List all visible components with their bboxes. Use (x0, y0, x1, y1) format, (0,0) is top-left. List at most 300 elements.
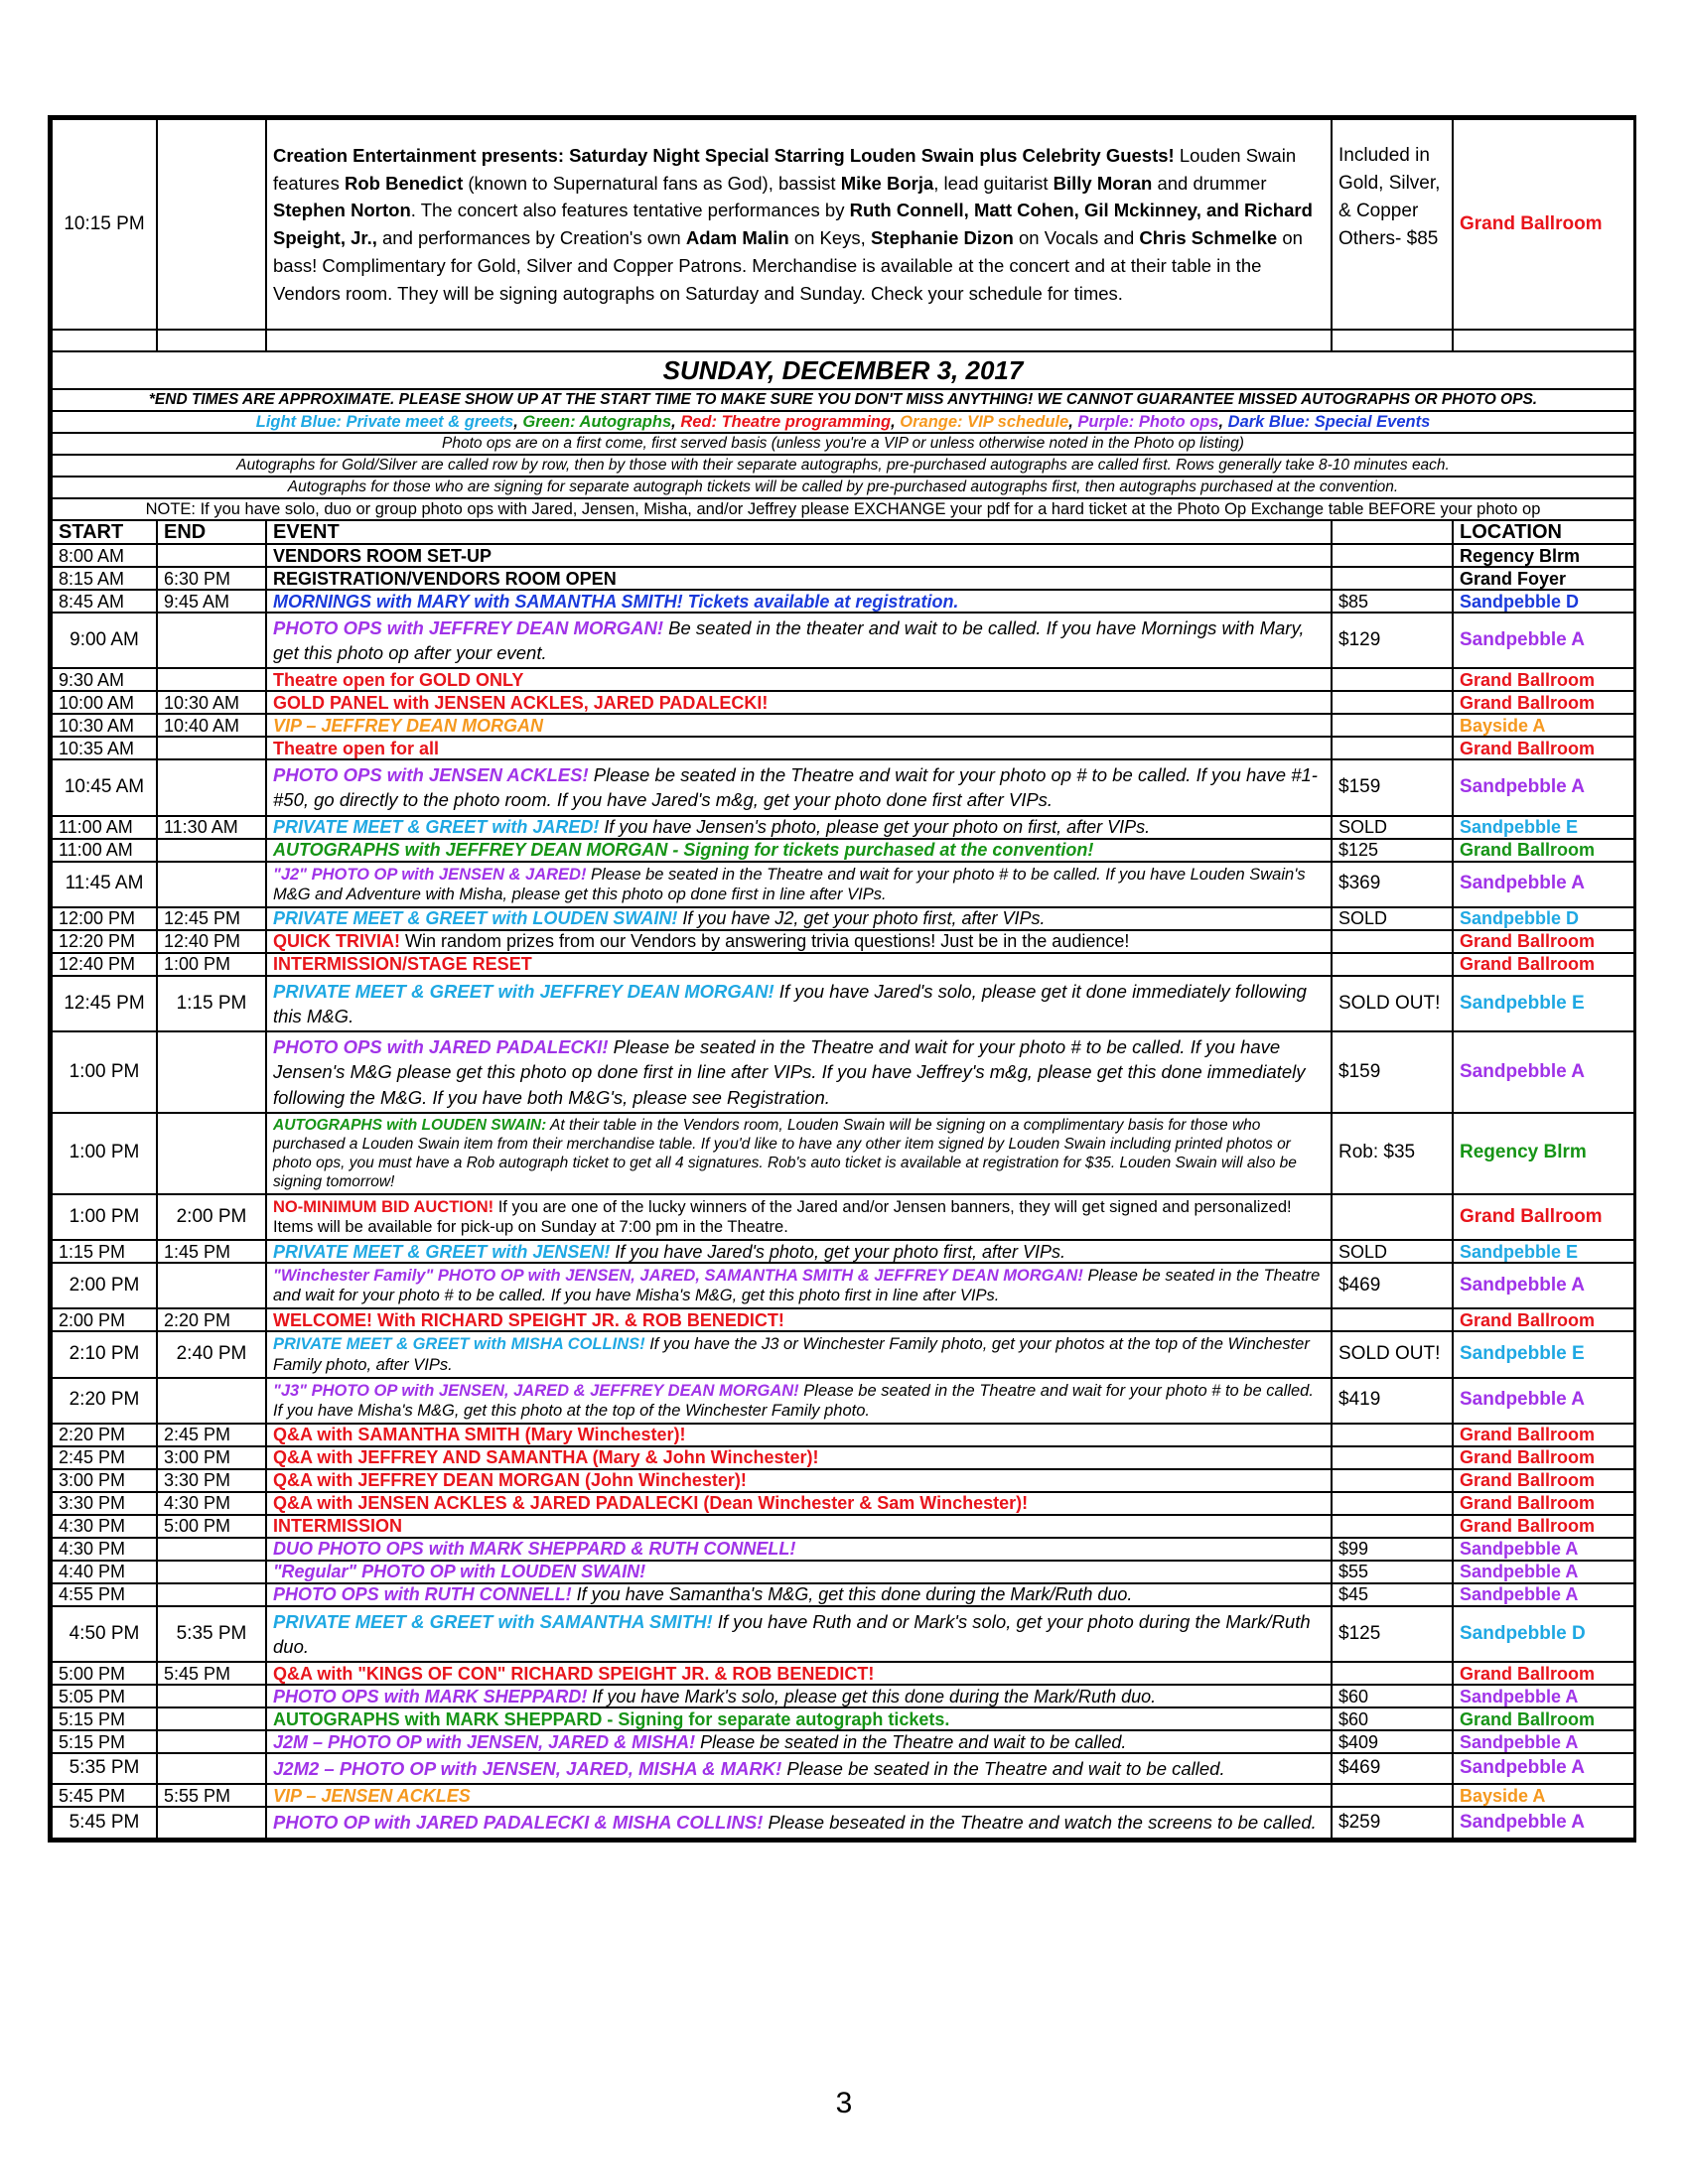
event-description (266, 613, 1332, 668)
event-description (266, 1662, 1332, 1685)
price: SOLD (1332, 1240, 1453, 1263)
schedule-row (52, 1606, 1634, 1662)
event-segment: PRIVATE MEET & GREET with JENSEN! (273, 1241, 611, 1262)
event-segment: Be seated in the theater and wait to be called. If you have Mornings with Mary, get this photo op after your event. (273, 617, 1305, 664)
event-segment: If you have the J3 or Winchester Family photo, get your photos at the top of the Winchester Family photo, after VIPs. (273, 1335, 1310, 1374)
schedule-row (52, 590, 1634, 613)
event-description (266, 1730, 1332, 1753)
intro-price: Included in Gold, Silver, & Copper Others- $85 (1332, 119, 1453, 330)
start-time: 12:20 PM (52, 930, 157, 953)
end-time: 2:45 PM (157, 1424, 266, 1446)
location: Grand Ballroom (1453, 1446, 1634, 1469)
start-time: 4:30 PM (52, 1515, 157, 1538)
event-segment: AUTOGRAPHS with MARK SHEPPARD - Signing for separate autograph tickets. (273, 1708, 950, 1729)
intro-event-segment: and performances by Creation's own (376, 227, 686, 248)
event-description (266, 1469, 1332, 1492)
location: Sandpebble A (1453, 1561, 1634, 1583)
schedule-row (52, 1515, 1634, 1538)
event-description (266, 1308, 1332, 1331)
start-time: 5:05 PM (52, 1685, 157, 1707)
intro-event-description (266, 119, 1332, 330)
intro-event-segment: . The concert also features tentative performances by (410, 200, 850, 221)
schedule-row (52, 1753, 1634, 1784)
intro-event-segment: on bass! Complimentary for Gold, Silver and Copper Patrons. Merchandise is available at the concert and at their table in the Vendors room. They will be signing autographs on Saturday and Sunday. Check your schedule for times. (273, 227, 1303, 304)
price (1332, 737, 1453, 759)
end-time: 11:30 AM (157, 816, 266, 839)
legend-entry: Red: Theatre programming (680, 413, 892, 431)
price: $99 (1332, 1538, 1453, 1561)
event-description (266, 1606, 1332, 1662)
schedule-row (52, 907, 1634, 930)
end-time (157, 1707, 266, 1730)
end-time (157, 1753, 266, 1784)
end-time (157, 759, 266, 815)
end-time (157, 1730, 266, 1753)
event-segment: Please be seated in the Theatre and wait to be called. (781, 1758, 1225, 1780)
note-row (52, 498, 1634, 520)
event-segment: VIP – JEFFREY DEAN MORGAN (273, 715, 544, 736)
end-time (157, 1031, 266, 1112)
price (1332, 691, 1453, 714)
event-segment: If you have Samantha's M&G, get this done during the Mark/Ruth duo. (571, 1584, 1133, 1605)
end-time: 1:00 PM (157, 953, 266, 976)
event-description (266, 1807, 1332, 1838)
location: Sandpebble E (1453, 1331, 1634, 1377)
schedule-row (52, 1378, 1634, 1424)
location: Sandpebble A (1453, 1583, 1634, 1606)
legend-entry: , (891, 413, 901, 431)
event-description (266, 1240, 1332, 1263)
info-row-1 (52, 433, 1634, 455)
event-segment: Please beseated in the Theatre and watch the screens to be called. (763, 1812, 1317, 1834)
start-time: 12:00 PM (52, 907, 157, 930)
location: Sandpebble D (1453, 907, 1634, 930)
price: $45 (1332, 1583, 1453, 1606)
location: Sandpebble E (1453, 1240, 1634, 1263)
header-end: END (157, 520, 266, 544)
intro-event-segment: and drummer (1152, 172, 1267, 194)
location: Regency Blrm (1453, 544, 1634, 567)
event-description (266, 839, 1332, 862)
info-row-2 (52, 455, 1634, 477)
schedule-row (52, 1194, 1634, 1240)
schedule-row (52, 1538, 1634, 1561)
schedule-row (52, 1263, 1634, 1308)
end-time: 2:20 PM (157, 1308, 266, 1331)
price: $125 (1332, 1606, 1453, 1662)
intro-event-segment: Billy Moran (1053, 172, 1153, 194)
end-time: 5:00 PM (157, 1515, 266, 1538)
event-segment: AUTOGRAPHS with JEFFREY DEAN MORGAN - Signing for tickets purchased at the convention! (273, 840, 1094, 861)
event-segment: Q&A with JENSEN ACKLES & JARED PADALECKI (Dean Winchester & Sam Winchester)! (273, 1493, 1029, 1514)
event-segment: J2M – PHOTO OP with JENSEN, JARED & MISHA! (273, 1731, 696, 1752)
event-segment: Please be seated in the Theatre and wait for your photo # to be called. If you have Louden Swain's M&G and Adventure with Misha, please get this photo op done first in line after VIPs. (273, 865, 1306, 903)
start-time: 1:15 PM (52, 1240, 157, 1263)
event-segment: Please be seated in the Theatre and wait for your photo # to be called. If you have Misha's M&G, get this photo first in line after VIPs. (273, 1267, 1321, 1305)
end-time (157, 544, 266, 567)
price (1332, 1194, 1453, 1240)
price: $469 (1332, 1753, 1453, 1784)
intro-end-time (157, 119, 266, 330)
event-description (266, 567, 1332, 590)
start-time: 2:00 PM (52, 1308, 157, 1331)
schedule-row (52, 1492, 1634, 1515)
end-time (157, 839, 266, 862)
schedule-row (52, 816, 1634, 839)
start-time: 4:30 PM (52, 1538, 157, 1561)
event-segment: Q&A with SAMANTHA SMITH (Mary Winchester)! (273, 1425, 686, 1445)
info-line-1: Photo ops are on a first come, first served basis (unless you're a VIP or unless otherwise noted in the Photo op listing) (52, 433, 1634, 455)
schedule-row (52, 862, 1634, 907)
event-segment: VENDORS ROOM SET-UP (273, 545, 492, 566)
location: Sandpebble A (1453, 1538, 1634, 1561)
legend-entry: , (513, 413, 523, 431)
intro-event-segment: on Vocals and (1013, 227, 1140, 248)
end-time (157, 1263, 266, 1308)
end-time: 2:40 PM (157, 1331, 266, 1377)
intro-event-segment: Ruth Connell, Matt Cohen, Gil Mckinney, and Richard Speight, Jr., (273, 200, 1313, 248)
location: Sandpebble A (1453, 613, 1634, 668)
end-time: 10:40 AM (157, 714, 266, 737)
schedule-row (52, 1583, 1634, 1606)
event-description (266, 544, 1332, 567)
price (1332, 953, 1453, 976)
price (1332, 1492, 1453, 1515)
end-time (157, 1807, 266, 1838)
event-description (266, 1446, 1332, 1469)
price (1332, 1424, 1453, 1446)
start-time: 10:00 AM (52, 691, 157, 714)
legend-entry: Green: Autographs (522, 413, 672, 431)
event-description (266, 759, 1332, 815)
header-price (1332, 520, 1453, 544)
price (1332, 668, 1453, 691)
price: $129 (1332, 613, 1453, 668)
price (1332, 1662, 1453, 1685)
price: $159 (1332, 759, 1453, 815)
start-time: 1:00 PM (52, 1031, 157, 1112)
start-time: 11:00 AM (52, 816, 157, 839)
event-segment: Please be seated in the Theatre and wait for your photo op # to be called. If you have #1-#50, go directly to the photo room. If you have Jared's m&g, get your photo done first after VIPs. (273, 764, 1318, 811)
price: SOLD (1332, 907, 1453, 930)
end-time: 9:45 AM (157, 590, 266, 613)
start-time: 10:35 AM (52, 737, 157, 759)
event-segment: PRIVATE MEET & GREET with LOUDEN SWAIN! (273, 908, 678, 929)
schedule-row (52, 976, 1634, 1031)
legend-row (52, 411, 1634, 433)
start-time: 5:15 PM (52, 1730, 157, 1753)
location: Grand Ballroom (1453, 1662, 1634, 1685)
schedule-row (52, 714, 1634, 737)
event-description (266, 590, 1332, 613)
schedule-row (52, 1424, 1634, 1446)
location: Bayside A (1453, 714, 1634, 737)
start-time: 11:45 AM (52, 862, 157, 907)
price (1332, 1308, 1453, 1331)
event-description (266, 1194, 1332, 1240)
start-time: 5:00 PM (52, 1662, 157, 1685)
event-segment: PHOTO OPS with RUTH CONNELL! (273, 1584, 572, 1605)
start-time: 11:00 AM (52, 839, 157, 862)
intro-event-segment: Louden Swain features (273, 144, 1297, 194)
event-segment: If you have Ruth and or Mark's solo, get your photo during the Mark/Ruth duo. (273, 1610, 1311, 1658)
event-segment: PRIVATE MEET & GREET with JARED! (273, 817, 600, 838)
schedule-row (52, 1331, 1634, 1377)
end-time: 2:00 PM (157, 1194, 266, 1240)
event-segment: "Winchester Family" PHOTO OP with JENSEN, JARED, SAMANTHA SMITH & JEFFREY DEAN MORGAN! (273, 1267, 1083, 1286)
location: Grand Ballroom (1453, 1707, 1634, 1730)
location: Grand Foyer (1453, 567, 1634, 590)
intro-event-segment: Stephen Norton (273, 200, 411, 221)
event-segment: If you have Jared's photo, get your photo first, after VIPs. (610, 1241, 1066, 1262)
start-time: 4:55 PM (52, 1583, 157, 1606)
event-description (266, 1538, 1332, 1561)
schedule-row (52, 567, 1634, 590)
end-time: 10:30 AM (157, 691, 266, 714)
event-description (266, 1753, 1332, 1784)
header-location: LOCATION (1453, 520, 1634, 544)
event-segment: PHOTO OPS with JENSEN ACKLES! (273, 764, 589, 786)
intro-event-segment: Mike Borja (840, 172, 934, 194)
schedule-row (52, 839, 1634, 862)
schedule-row (52, 1807, 1634, 1838)
location: Grand Ballroom (1453, 1308, 1634, 1331)
start-time: 8:15 AM (52, 567, 157, 590)
event-description (266, 1424, 1332, 1446)
legend-entry: Light Blue: Private meet & greets (255, 413, 514, 431)
schedule-body (52, 119, 1634, 1839)
event-segment: If you have Jensen's photo, please get your photo on first, after VIPs. (599, 817, 1151, 838)
event-description (266, 862, 1332, 907)
legend-entry: , (1068, 413, 1078, 431)
start-time: 8:00 AM (52, 544, 157, 567)
event-description (266, 1561, 1332, 1583)
price: Rob: $35 (1332, 1113, 1453, 1194)
price: SOLD OUT! (1332, 976, 1453, 1031)
legend-entry: , (1218, 413, 1228, 431)
start-time: 12:45 PM (52, 976, 157, 1031)
event-segment: PRIVATE MEET & GREET with JEFFREY DEAN MORGAN! (273, 980, 774, 1002)
end-time: 3:30 PM (157, 1469, 266, 1492)
price: $419 (1332, 1378, 1453, 1424)
page-number: 3 (835, 2087, 853, 2119)
event-description (266, 816, 1332, 839)
event-description (266, 953, 1332, 976)
end-time: 5:45 PM (157, 1662, 266, 1685)
location: Sandpebble A (1453, 1753, 1634, 1784)
end-time (157, 1113, 266, 1194)
start-time: 5:15 PM (52, 1707, 157, 1730)
end-time: 5:55 PM (157, 1784, 266, 1807)
event-segment: Q&A with JEFFREY AND SAMANTHA (Mary & John Winchester)! (273, 1447, 819, 1468)
location: Sandpebble E (1453, 976, 1634, 1031)
schedule-row (52, 930, 1634, 953)
price (1332, 714, 1453, 737)
end-time (157, 668, 266, 691)
start-time: 8:45 AM (52, 590, 157, 613)
end-time (157, 1538, 266, 1561)
event-segment: Q&A with "KINGS OF CON" RICHARD SPEIGHT JR. & ROB BENEDICT! (273, 1663, 875, 1684)
end-time (157, 613, 266, 668)
price (1332, 567, 1453, 590)
location: Grand Ballroom (1453, 953, 1634, 976)
note-line: NOTE: If you have solo, duo or group photo ops with Jared, Jensen, Misha, and/or Jeffrey please EXCHANGE your pdf for a hard ticket at the Photo Op Exchange table BEFORE your photo op (52, 498, 1634, 520)
end-times-notice: *END TIMES ARE APPROXIMATE. PLEASE SHOW UP AT THE START TIME TO MAKE SURE YOU DON'T MISS ANYTHING! WE CANNOT GUARANTEE MISSED AUTOGRAPHS OR PHOTO OPS. (52, 389, 1634, 411)
price (1332, 1515, 1453, 1538)
schedule-row (52, 737, 1634, 759)
schedule-row (52, 1469, 1634, 1492)
day-title-row (52, 351, 1634, 389)
start-time: 10:45 AM (52, 759, 157, 815)
event-segment: "J3" PHOTO OP with JENSEN, JARED & JEFFREY DEAN MORGAN! (273, 1381, 799, 1400)
start-time: 1:00 PM (52, 1194, 157, 1240)
day-title: SUNDAY, DECEMBER 3, 2017 (52, 351, 1634, 389)
end-time: 5:35 PM (157, 1606, 266, 1662)
intro-event-segment: on Keys, (788, 227, 871, 248)
location: Grand Ballroom (1453, 1424, 1634, 1446)
start-time: 5:35 PM (52, 1753, 157, 1784)
event-segment: Please be seated in the Theatre and wait for your photo # to be called. If you have Jensen's M&G please get this photo op done first in line after VIPs. If you have Jeffrey's m&g, please get this done immediately following the M&G. If you have both M&G's, please see Registration. (273, 1036, 1306, 1108)
intro-event-segment: Stephanie Dizon (870, 227, 1014, 248)
header-event: EVENT (266, 520, 1332, 544)
event-segment: GOLD PANEL with JENSEN ACKLES, JARED PADALECKI! (273, 692, 769, 713)
intro-row (52, 119, 1634, 330)
event-description (266, 930, 1332, 953)
event-description (266, 714, 1332, 737)
location: Grand Ballroom (1453, 668, 1634, 691)
start-time: 9:30 AM (52, 668, 157, 691)
end-time: 12:45 PM (157, 907, 266, 930)
location: Sandpebble A (1453, 1378, 1634, 1424)
price (1332, 544, 1453, 567)
event-segment: WELCOME! With RICHARD SPEIGHT JR. & ROB BENEDICT! (273, 1309, 784, 1330)
event-segment: PHOTO OPS with JEFFREY DEAN MORGAN! (273, 617, 663, 638)
schedule-row (52, 1730, 1634, 1753)
info-line-2: Autographs for Gold/Silver are called row by row, then by those with their separate autographs, pre-purchased autographs are called first. Rows generally take 8-10 minutes each. (52, 455, 1634, 477)
event-segment: "Regular" PHOTO OP with LOUDEN SWAIN! (273, 1562, 646, 1582)
start-time: 2:20 PM (52, 1424, 157, 1446)
event-segment: QUICK TRIVIA! (273, 931, 400, 952)
price (1332, 1469, 1453, 1492)
intro-event-segment: Rob Benedict (345, 172, 464, 194)
header-start: START (52, 520, 157, 544)
price (1332, 1446, 1453, 1469)
event-segment: AUTOGRAPHS with LOUDEN SWAIN: (273, 1116, 547, 1134)
location: Sandpebble A (1453, 1807, 1634, 1838)
event-description (266, 976, 1332, 1031)
location: Sandpebble A (1453, 1685, 1634, 1707)
schedule-row (52, 1561, 1634, 1583)
location: Sandpebble A (1453, 759, 1634, 815)
schedule-row (52, 759, 1634, 815)
location: Bayside A (1453, 1784, 1634, 1807)
column-header-row (52, 520, 1634, 544)
price: $369 (1332, 862, 1453, 907)
event-segment: DUO PHOTO OPS with MARK SHEPPARD & RUTH CONNELL! (273, 1539, 796, 1560)
location: Sandpebble A (1453, 1031, 1634, 1112)
schedule-row (52, 1240, 1634, 1263)
location: Grand Ballroom (1453, 1515, 1634, 1538)
event-segment: NO-MINIMUM BID AUCTION! (273, 1197, 494, 1216)
event-segment: Theatre open for all (273, 738, 440, 758)
event-description (266, 1378, 1332, 1424)
event-description (266, 1113, 1332, 1194)
event-segment: INTERMISSION/STAGE RESET (273, 954, 532, 975)
end-time: 1:15 PM (157, 976, 266, 1031)
start-time: 2:45 PM (52, 1446, 157, 1469)
legend-entry: Purple: Photo ops (1077, 413, 1219, 431)
location: Grand Ballroom (1453, 691, 1634, 714)
event-segment: MORNINGS with MARY with SAMANTHA SMITH! Tickets available at registration. (273, 591, 959, 612)
info-line-3: Autographs for those who are signing for separate autograph tickets will be called by pre-purchased autographs first, then autographs purchased at the convention. (52, 477, 1634, 498)
start-time: 2:20 PM (52, 1378, 157, 1424)
location: Sandpebble D (1453, 1606, 1634, 1662)
location: Sandpebble E (1453, 816, 1634, 839)
start-time: 12:40 PM (52, 953, 157, 976)
start-time: 5:45 PM (52, 1784, 157, 1807)
location: Sandpebble A (1453, 1730, 1634, 1753)
schedule-row (52, 1685, 1634, 1707)
spacer-row (52, 330, 1634, 351)
event-description (266, 1583, 1332, 1606)
event-segment: PHOTO OP with JARED PADALECKI & MISHA COLLINS! (273, 1812, 764, 1834)
legend-entry: , (671, 413, 681, 431)
price: $259 (1332, 1807, 1453, 1838)
end-time (157, 737, 266, 759)
location: Sandpebble A (1453, 862, 1634, 907)
legend-entry: Orange: VIP schedule (900, 413, 1069, 431)
intro-event-segment: Creation Entertainment presents: Saturday Night Special Starring Louden Swain plus Celebrity Guests! (273, 144, 1175, 166)
end-time: 3:00 PM (157, 1446, 266, 1469)
schedule-row (52, 1031, 1634, 1112)
event-segment: Q&A with JEFFREY DEAN MORGAN (John Winchester)! (273, 1470, 747, 1491)
schedule-row (52, 1707, 1634, 1730)
end-time (157, 1685, 266, 1707)
end-time: 4:30 PM (157, 1492, 266, 1515)
event-description (266, 1263, 1332, 1308)
event-segment: "J2" PHOTO OP with JENSEN & JARED! (273, 865, 587, 884)
end-time: 6:30 PM (157, 567, 266, 590)
start-time: 3:30 PM (52, 1492, 157, 1515)
price: $409 (1332, 1730, 1453, 1753)
event-segment: PRIVATE MEET & GREET with MISHA COLLINS! (273, 1335, 645, 1354)
event-description (266, 737, 1332, 759)
event-segment: Please be seated in the Theatre and wait for your photo # to be called. If you have Misha's M&G, get this photo at the top of the Winchester Family photo. (273, 1381, 1314, 1420)
schedule-row (52, 1308, 1634, 1331)
end-time (157, 1583, 266, 1606)
price: $60 (1332, 1685, 1453, 1707)
start-time: 9:00 AM (52, 613, 157, 668)
event-description (266, 1685, 1332, 1707)
event-segment: J2M2 – PHOTO OP with JENSEN, JARED, MISHA & MARK! (273, 1758, 782, 1780)
price: $125 (1332, 839, 1453, 862)
schedule-row (52, 1662, 1634, 1685)
price: SOLD (1332, 816, 1453, 839)
price: $85 (1332, 590, 1453, 613)
intro-event-segment: (known to Supernatural fans as God), bassist (463, 172, 841, 194)
end-time (157, 1561, 266, 1583)
event-description (266, 668, 1332, 691)
intro-event-segment: Adam Malin (685, 227, 789, 248)
schedule-row (52, 691, 1634, 714)
start-time: 5:45 PM (52, 1807, 157, 1838)
location: Grand Ballroom (1453, 1469, 1634, 1492)
event-description (266, 1331, 1332, 1377)
legend-entry: Dark Blue: Special Events (1227, 413, 1431, 431)
schedule-row (52, 1446, 1634, 1469)
location: Sandpebble A (1453, 1263, 1634, 1308)
start-time: 2:10 PM (52, 1331, 157, 1377)
